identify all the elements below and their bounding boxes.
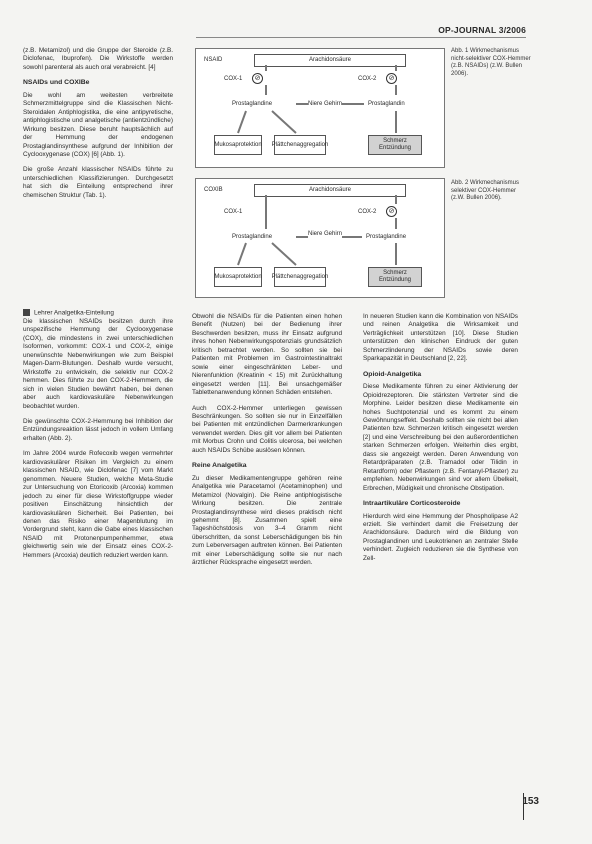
prostaglandin-left-label: Prostaglandine <box>232 101 273 107</box>
column-2 <box>192 313 342 575</box>
outcome-box: Plättchenaggregation <box>274 135 326 155</box>
cox1-label: COX-1 <box>224 76 243 82</box>
inhibit-icon: ⊘ <box>252 73 263 84</box>
inhibit-icon: ⊘ <box>386 206 397 217</box>
paragraph: Die gewünschte COX-2-Hemmung bei Inhibition der Entzündungsreaktion lässt jedoch in vollem Umfang erhalten (Abb. 2). <box>23 417 173 442</box>
paragraph: Die große Anzahl klassischer NSAIDs führte zu unterschiedlichen Klassifizierungen. Durchgesetzt hat sich die Einteilung entsprechend ihrer chemischen Struktur (Tab. 1). <box>23 166 173 199</box>
figure-1-caption: Abb. 1 Wirkmechanismus nicht-selektiver COX-Hemmer (z.B. NSAIDs) (z.W. Bullen 2006). <box>451 48 531 77</box>
figure-1 <box>195 48 445 168</box>
page-number: 153 <box>522 796 539 807</box>
section-heading: Intraartikuläre Corticosteroide <box>363 500 461 508</box>
outcome-box: Mukosaprotektion <box>214 135 262 155</box>
prostaglandin-right-label: Prostaglandine <box>366 234 407 240</box>
figure-2 <box>195 178 445 298</box>
kidney-brain-label: Niere Gehirn <box>308 96 342 112</box>
info-box-label: Lehrer Analgetika-Einteilung <box>34 309 114 317</box>
column-1-lower <box>23 318 173 567</box>
section-heading: NSAIDs und COXIBe <box>23 79 90 87</box>
paragraph: Obwohl die NSAIDs für die Patienten einen hohen Benefit (Nutzen) bei der Bedienung ihrer Beschwerden besitzen, muss ihr Einsatz aufgrund ihres hohen Nebenwirkungspotenzials grundsätzlich kritisch betrachtet werden. So sollten sie bei Patienten mit Problemen im Gastrointestinaltrakt sowie einer eingeschränkten Leber- und Nierenfunktion (Kreatinin < 15) mit Zurückhaltung eingesetzt werden [11]. Bei unsachgemäßer Tablettenanwendung können Schäden entstehen. <box>192 313 342 397</box>
figure-2-arrows <box>196 179 444 297</box>
header-rule <box>196 37 526 38</box>
cox2-label: COX-2 <box>358 209 377 215</box>
section-heading: Opioid-Analgetika <box>363 370 422 378</box>
paragraph: (z.B. Metamizol) und die Gruppe der Steroide (z.B. Diclofenac, Ibuprofen). Die Wirkstoffe werden sowohl parenteral als auch oral verabreicht. [4] <box>23 47 173 71</box>
cox2-label: COX-2 <box>358 76 377 82</box>
square-bullet-icon <box>23 309 30 316</box>
paragraph: Diese Medikamente führen zu einer Aktivierung der Opioidrezeptoren. Die stärksten Vertreter sind die Morphine. Leider besitzen diese Medikamente ein hohes Suchtpotenzial und es kommt zu einem Gewöhnungseffekt. Deshalb sollten sie nicht bei allen Patienten bzw. Schmerzen kritisch eingesetzt werden [2] und eine Verschreibung bei den außerordentlichen starken Schmerzen erfolgen. Weiterhin dies ergibt, dass sie angezeigt werden. Deren Anwendung von Retardpräparaten (z.B. Tramadol oder Tilidin in Retardform) oder Pflastern (z.B. Fentanyl-Pflaster) zu empfehlen. Nebenwirkungen sind vor allem Übelkeit, Erbrechen, Müdigkeit und chronische Obstipation. <box>363 383 518 492</box>
paragraph: Die klassischen NSAIDs besitzen durch ihre unspezifische Hemmung der Cyclooxygenase (COX), die mindestens in zwei unterschiedlichen Isoformen, vorkommt: COX-1 und COX-2, einige unerwünschte Nebenwirkungen wie zum Beispiel Magen-Darm-Blutungen. Deshalb wurde versucht, Wirkstoffe zu entwickeln, die selektiv nur COX-2 hemmen. Dies führte zu den COX-2-Hemmern, die sich in vielen Studien bewährt haben, bei denen aber auch kardiovaskuläre Nebenwirkungen beobachtet wurden. <box>23 318 173 410</box>
outcome-box: Mukosaprotektion <box>214 267 262 287</box>
prostaglandin-left-label: Prostaglandine <box>232 234 273 240</box>
figure-2-caption: Abb. 2 Wirkmechanismus selektiver COX-Hemmer (z.W. Bullen 2006). <box>451 180 520 202</box>
paragraph: Im Jahre 2004 wurde Rofecoxib wegen vermehrter kardiovaskulärer Risiken im Vergleich zu einem klassischen NSAID, wie Diclofenac [7] vom Markt genommen. Neuere Studien, welche Meta-Studie zur Untersuchung von Etoricoxib (Arcoxia) kommen jedoch zu einer für diese Wirkstoffgruppe wieder positiven Einschätzung hinsichtlich der kardiovaskulären Sicherheit. Bei Patienten, bei denen das Risiko einer Magenblutung im Vordergrund steht, kann die Gabe eines klassischen NSAID mit Protonenpumpenhemmer, etwa gleichwertig sein wie der Einsatz eines COX-2-Hemmers (Arcoxia) deutlich reduziert werden kann. <box>23 450 173 559</box>
kidney-brain-label: Niere Gehirn <box>308 226 342 242</box>
paragraph: Die wohl am weitesten verbreitete Schmerzmittelgruppe sind die Klassischen Nicht-Steroidalen Antiphlogistika, die eine antipyretische, antiphlogistische und analgetische (antientzündliche) Wirkung besitzen. Diese beruht hauptsächlich auf der Hemmung der endogenen Prostaglandinsynthese aufgrund der Inhibition der Cyclooxygenase (COX) [6] (Abb. 1). <box>23 91 173 158</box>
cox1-label: COX-1 <box>224 209 243 215</box>
section-heading: Reine Analgetika <box>192 462 247 470</box>
arachidonic-acid-box: Arachidonsäure <box>254 54 406 67</box>
outcome-box-highlight: Schmerz Entzündung <box>368 267 422 287</box>
figure-label-nsaid: NSAID <box>204 57 223 63</box>
paragraph: Zu dieser Medikamentengruppe gehören reine Analgetika wie Paracetamol (Acetaminophen) und Metamizol (Novalgin). Die Reine antiphlogistische Wirkung besitzen. Die zentrale Prostaglandinsynthese wird dieses praktisch nicht gehemmt [8]. Zusammen spielt eine Tageshöchstdosis von 3–4 Gramm nicht überschritten, da sonst Leberschädigungen bis hin zum Leberversagen auftreten können. Bei Patienten mit einer Leberschädigung sollte sie nur nach ärztlicher Rücksprache eingesetzt werden. <box>192 474 342 567</box>
info-box-title <box>23 304 173 317</box>
arachidonic-acid-box: Arachidonsäure <box>254 184 406 197</box>
paragraph: Hierdurch wird eine Hemmung der Phospholipase A2 erzielt. Sie verhindert damit die Freisetzung der Arachidonsäure. Dadurch wird die Bildung von Prostaglandinen und Leukotrienen an zentraler Stelle verhindert. Zugleich reduzieren sie die Synthese von Zell- <box>363 512 518 562</box>
paragraph: Auch COX-2-Hemmer unterliegen gewissen Beschränkungen. So sollten sie nur in Einzelfällen bei Patienten mit entzündlichen Darmerkrankungen verwendet werden. Dies gilt vor allem bei Patienten mit Morbus Crohn und Colitis ulcerosa, bei welchen auch NSAIDs Schübe auslösen können. <box>192 404 342 454</box>
outcome-box-highlight: Schmerz Entzündung <box>368 135 422 155</box>
column-1 <box>23 47 173 207</box>
outcome-box: Plättchenaggregation <box>274 267 326 287</box>
figure-label-coxib: COXIB <box>204 187 223 193</box>
inhibit-icon: ⊘ <box>386 73 397 84</box>
journal-header: OP-JOURNAL 3/2006 <box>438 25 526 35</box>
paragraph: In neueren Studien kann die Kombination von NSAIDs und reinen Analgetika die Wirksamkeit und Verträglichkeit unterstützen [10]. Diese Studien unterstützen den klinischen Eindruck der guten Schmerzlinderung der NSAIDs sowie deren Sparkapazität in Deutschland [2, 22]. <box>363 313 518 363</box>
column-3 <box>363 313 518 570</box>
figure-1-arrows <box>196 49 444 167</box>
prostaglandin-right-label: Prostaglandin <box>368 101 405 107</box>
